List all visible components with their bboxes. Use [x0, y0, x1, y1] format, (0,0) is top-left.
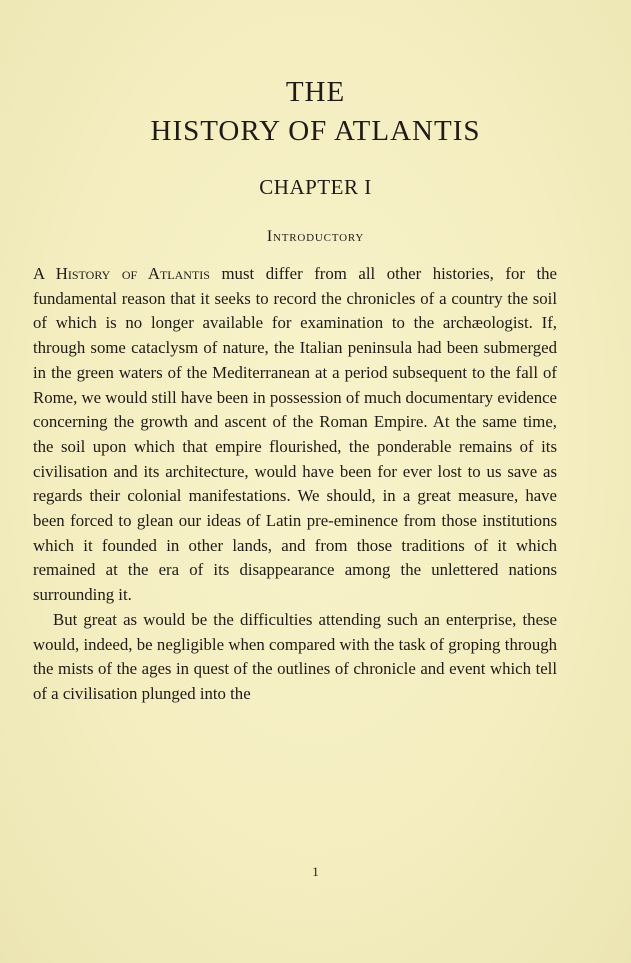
book-title-line-2: HISTORY OF ATLANTIS	[150, 115, 481, 147]
paragraph-2: But great as would be the difficulties attending such an enterprise, these would, indeed, be negligible when compared with the task of groping through the mists of the ages in quest of the outlines of chronicle and event which tell of a civilisation plunged into the	[33, 609, 557, 703]
book-title-line-1: THE	[285, 76, 346, 108]
paragraph-1	[33, 262, 557, 608]
chapter-heading: CHAPTER I	[259, 175, 372, 199]
chapter-subtitle: Introductory	[266, 228, 365, 245]
paragraph-1-text: must differ from all other histories, for the fundamental reason that it seeks to record the chronicles of a country the soil of which is no longer available for examination to the archæologist. If, through some cataclysm of nature, the Italian peninsula had been submerged in the green waters of the Mediterranean at a period subsequent to the fall of Rome, we would still have been in possession of much documentary evidence concerning the growth and ascent of the Roman Empire. At the same time, the soil upon which that empire flourished, the ponderable remains of its civilisation and its architecture, would have been for ever lost to us save as regards their colonial manifestations. We should, in a great measure, have been forced to glean our ideas of Latin pre-eminence from those institutions which it founded in other lands, and from those traditions of it which remained at the era of its disappearance among the unlettered nations surrounding it.	[33, 264, 557, 605]
page-number: 1	[312, 864, 319, 879]
paragraph-lead-small-caps: A History of Atlantis	[33, 264, 210, 283]
body-text	[33, 262, 557, 707]
